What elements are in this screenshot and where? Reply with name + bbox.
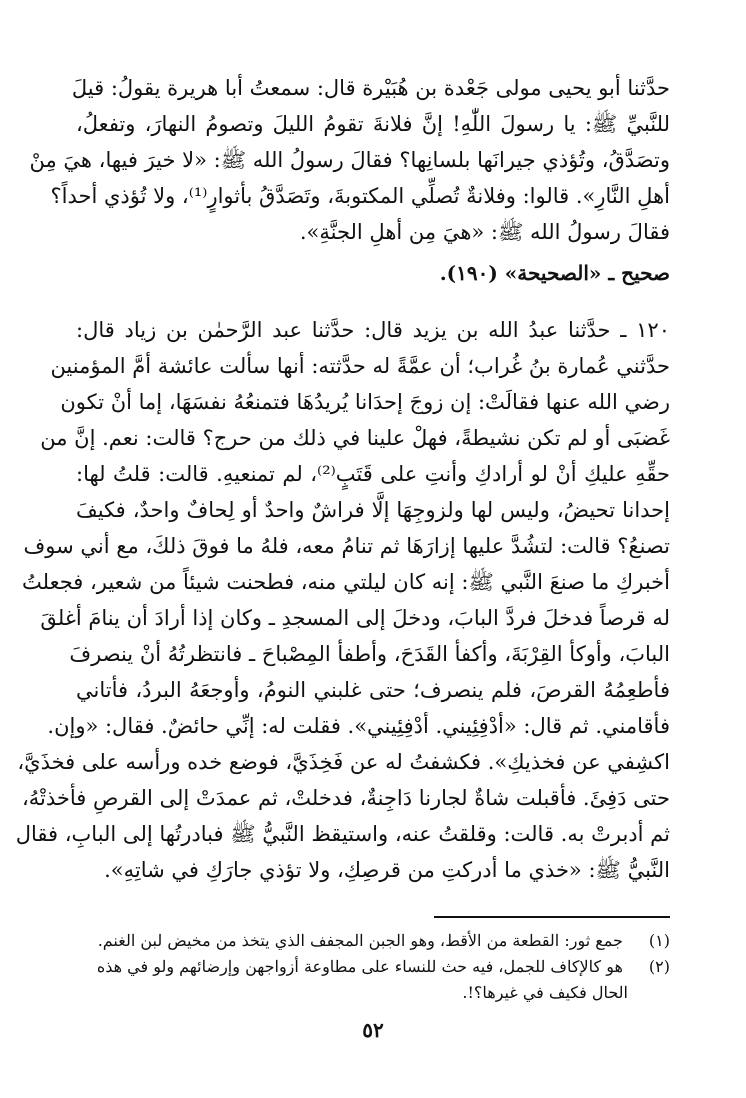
footnote-text: الحال فكيف في غيرها؟!. [462, 983, 628, 1002]
text-line: له قرصاً فدخلَ فردَّ البابَ، ودخلَ إلى المسجدِ ـ وكان إذا أرادَ أن ينامَ أغلقَ [40, 606, 670, 630]
text-line: النَّبيُّ ﷺ: «خذي ما أدركتِ من قرصِكِ، ولا تؤذي جارَكِ في شاتِهِ». [104, 858, 670, 882]
text-line: فأطعِمُهُ القرصَ، فلم ينصرف؛ حتى غلبني النومُ، وأوجعَهُ البردُ، فأتاني [76, 678, 670, 702]
text-line: حدَّثني عُمارة بنُ غُراب؛ أن عمَّةً له حدَّثته: أنها سألت عائشة أمَّ المؤمنين [50, 354, 670, 378]
text-line: وتصَدَّقُ، وتُؤذي جيرانَها بلسانِها؟ فقالَ رسولُ الله ﷺ: «لا خيرَ فيها، هيَ مِنْ [29, 148, 670, 172]
text-line: حدَّثنا أبو يحيى مولى جَعْدة بن هُبَيْرة قال: سمعتُ أبا هريرة يقولُ: قيلَ [71, 76, 670, 100]
hadith-grade: صحيح ـ «الصحيحة» (١٩٠). [439, 261, 670, 285]
text-line: حتى دَفِئَ. فأقبلت شاةٌ لجارنا دَاجِنةٌ، فدخلتْ، ثم عمدَتْ إلى القرصِ فأخذتْهُ، [21, 786, 670, 810]
text-line: أخبركِ ما صنعَ النَّبي ﷺ: إنه كان ليلتي منه، فطحنت شيئاً من شعير، فجعلتُ [22, 570, 670, 594]
text-line: ١٢٠ ـ حدَّثنا عبدُ الله بن يزيد قال: حدَّثنا عبد الرَّحمٰن بن زياد قال: [76, 318, 670, 342]
text-line: للنَّبيِّ ﷺ: يا رسولَ اللّٰهِ! إنَّ فلانةَ تقومُ الليلَ وتصومُ النهارَ، وتفعلُ، [76, 112, 670, 136]
text-line: أهلِ النَّارِ». قالوا: وفلانةٌ تُصلِّي المكتوبةَ، وتَصَدَّقُ بأثوارٍ⁽¹⁾، ولا تُؤذي أحداً؟ [50, 184, 670, 208]
text-line: حقِّهِ عليكِ أنْ لو أرادكِ وأنتِ على قَتَبٍ⁽²⁾، لم تمنعيهِ. قالت: قلتُ لها: [76, 462, 670, 486]
footnote-number: (٢) [648, 957, 670, 976]
footnote-2-continuation [76, 980, 670, 1006]
text-line: فقالَ رسولُ الله ﷺ: «هيَ مِن أهلِ الجنَّةِ». [299, 220, 670, 244]
footnote-divider [434, 916, 670, 918]
text-line: فأقامني. ثم قال: «أدْفِئِيني. أدْفِئِيني». فقلت له: إنِّي حائضٌ. فقال: «وإن. [47, 714, 670, 738]
text-line: تصنعُ؟ قالت: لتشُدَّ عليها إزارَهَا ثم تنامُ معه، فلهُ ما فوقَ ذلكَ، مع أني سوف [23, 534, 670, 558]
text-line: إحدانا تحيضُ، وليس لها ولزوجِهَا إلَّا فراشٌ واحدٌ أو لِحافٌ واحدٌ، فكيفَ [76, 498, 670, 522]
text-line: ثم أدبرتْ به. قالت: وقلقتُ عنه، واستيقظ النَّبيُّ ﷺ فبادرتُها إلى البابِ، فقال [15, 822, 670, 846]
text-line: البابَ، وأوكأ القِرْبَةَ، وأكفأ القَدَحَ، وأطفأ المِصْباحَ ـ فانتظرتُهُ أنْ ينصرفَ [69, 642, 670, 666]
text-line: غَضبَى أو لم تكن نشيطةً، فهلْ علينا في ذلك من حرج؟ قالت: نعم. إنَّ من [40, 426, 670, 450]
footnote-number: (١) [648, 931, 670, 950]
footnote-text: هو كالإكاف للجمل، فيه حث للنساء على مطاوعة أزواجهن وإرضائهم ولو في هذه [96, 957, 623, 976]
page-number: ٥٢ [362, 1018, 384, 1042]
text-line: اكشِفي عن فخذيكِ». فكشفتُ له عن فَخِذَيَّ، فوضع خده ورأسه على فخذَيَّ، [17, 750, 670, 774]
footnote-text: جمع ثور: القطعة من الأقط، وهو الجبن المجفف الذي يتخذ من مخيض لبن الغنم. [97, 931, 623, 950]
footnote-1 [76, 928, 670, 954]
footnote-2 [76, 954, 670, 980]
text-line: رضي الله عنها فقالَتْ: إن زوجَ إحدَانا يُريدُهَا فتمنعُهُ نفسَهَا، إما أنْ تكون [60, 390, 670, 414]
